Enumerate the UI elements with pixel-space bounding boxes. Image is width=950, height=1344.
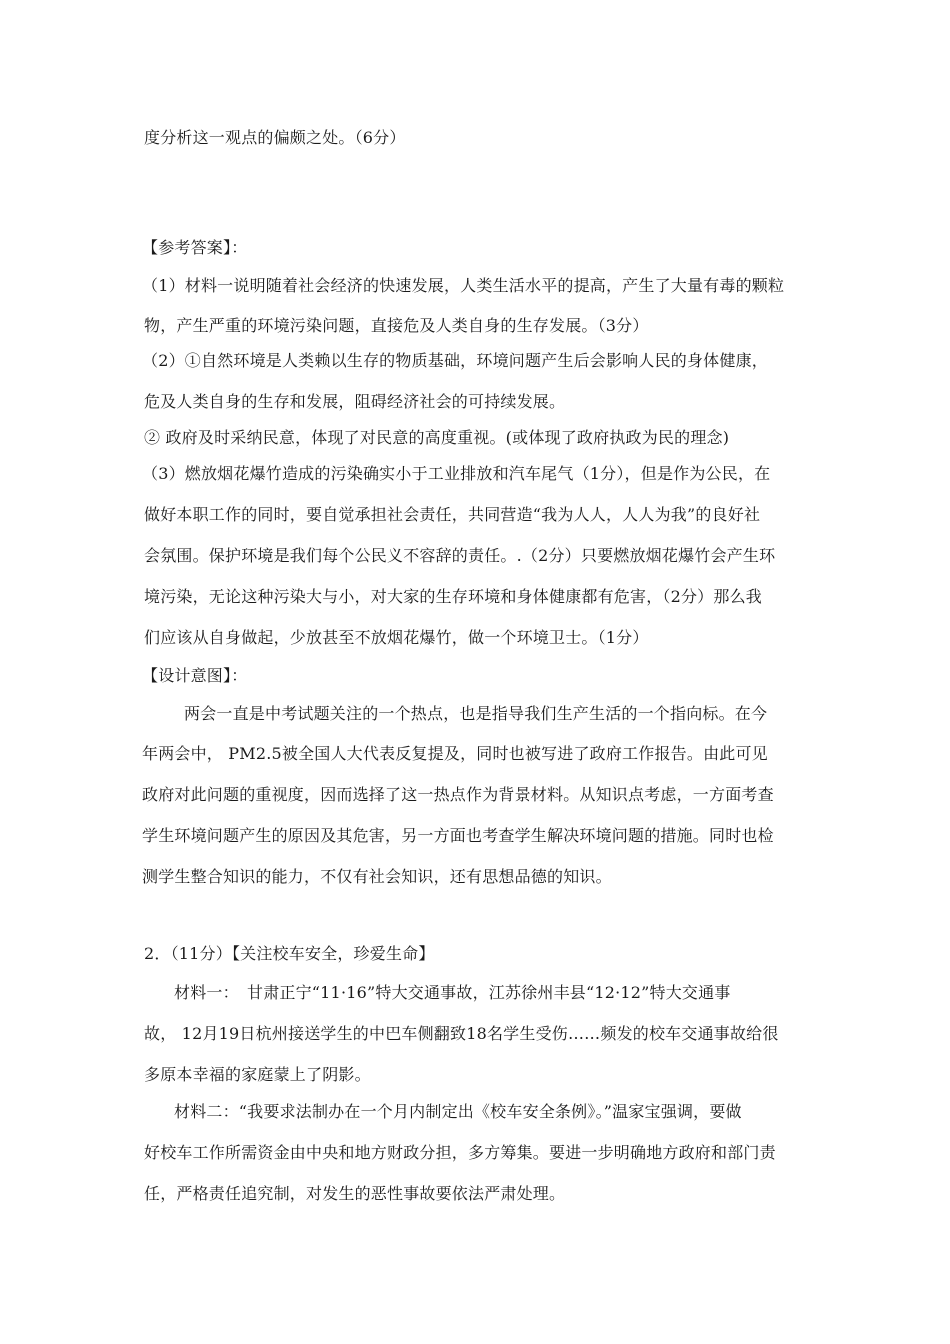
- text-line: 年两会中， PM2.5被全国人大代表反复提及，同时也被写进了政府工作报告。由此可见: [142, 744, 768, 763]
- text-line: 测学生整合知识的能力，不仅有社会知识，还有思想品德的知识。: [142, 867, 612, 886]
- section-heading-design-intent: 【设计意图】：: [142, 666, 248, 685]
- text-line: 危及人类自身的生存和发展，阻碍经济社会的可持续发展。: [144, 392, 566, 411]
- text-line: 材料一： 甘肃正宁“11·16”特大交通事故，江苏徐州丰县“12·12”特大交通事: [174, 983, 731, 1002]
- text-line: 好校车工作所需资金由中央和地方财政分担，多方筹集。要进一步明确地方政府和部门责: [144, 1143, 776, 1162]
- text-line: 任，严格责任追究制，对发生的恶性事故要依法严肃处理。: [144, 1184, 566, 1203]
- text-line: （3）燃放烟花爆竹造成的污染确实小于工业排放和汽车尾气（1分），但是作为公民，在: [142, 464, 771, 483]
- text-line: （1）材料一说明随着社会经济的快速发展，人类生活水平的提高，产生了大量有毒的颗粒: [142, 276, 785, 295]
- text-line: 物，产生严重的环境污染问题，直接危及人类自身的生存发展。（3分）: [144, 316, 649, 335]
- text-line: 材料二：“我要求法制办在一个月内制定出《校车安全条例》。”温家宝强调，要做: [174, 1102, 742, 1121]
- text-line: ② 政府及时采纳民意，体现了对民意的高度重视。(或体现了政府执政为民的理念): [144, 428, 730, 447]
- text-line: 境污染，无论这种污染大与小，对大家的生存环境和身体健康都有危害，（2分）那么我: [144, 587, 762, 606]
- text-line: 政府对此问题的重视度，因而选择了这一热点作为背景材料。从知识点考虑，一方面考查: [142, 785, 774, 804]
- question-heading: 2．（11分）【关注校车安全，珍爱生命】: [144, 944, 435, 963]
- text-line: 度分析这一观点的偏颇之处。（6分）: [144, 128, 406, 147]
- text-line: 们应该从自身做起，少放甚至不放烟花爆竹，做一个环境卫士。（1分）: [144, 628, 649, 647]
- text-line: 做好本职工作的同时，要自觉承担社会责任，共同营造“我为人人，人人为我”的良好社: [144, 505, 761, 524]
- text-line: 学生环境问题产生的原因及其危害，另一方面也考查学生解决环境问题的措施。同时也检: [142, 826, 774, 845]
- text-line: 会氛围。保护环境是我们每个公民义不容辞的责任。.（2分）只要燃放烟花爆竹会产生环: [144, 546, 776, 565]
- text-line: 两会一直是中考试题关注的一个热点，也是指导我们生产生活的一个指向标。在今: [184, 704, 768, 723]
- section-heading-answer: 【参考答案】：: [142, 238, 248, 257]
- text-line: 故， 12月19日杭州接送学生的中巴车侧翻致18名学生受伤……频发的校车交通事故给很: [144, 1024, 779, 1043]
- text-line: （2）①自然环境是人类赖以生存的物质基础，环境问题产生后会影响人民的身体健康，: [142, 351, 768, 370]
- text-line: 多原本幸福的家庭蒙上了阴影。: [144, 1065, 371, 1084]
